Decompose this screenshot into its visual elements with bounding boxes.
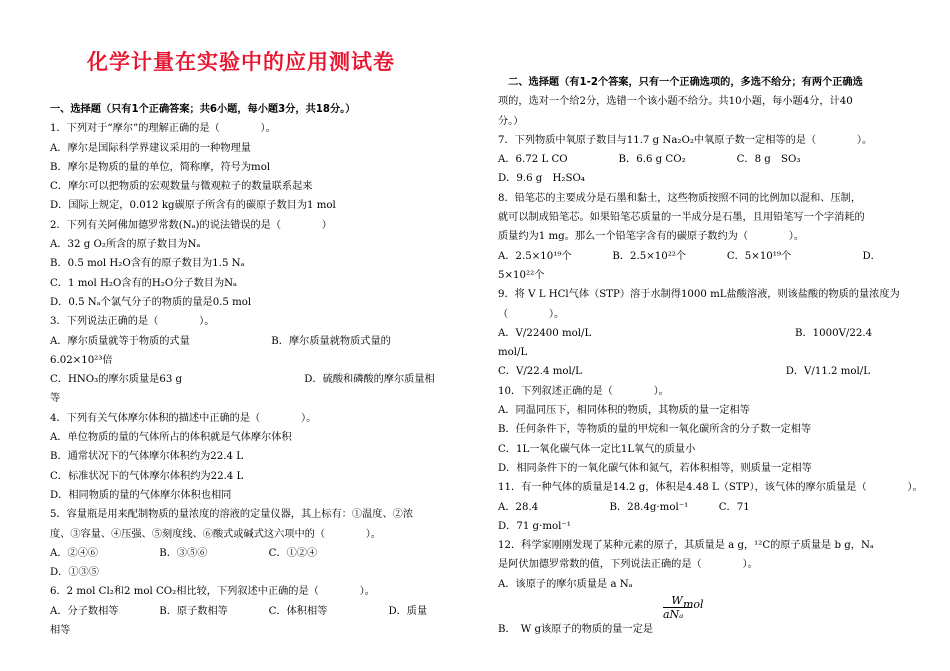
right-line: 分。）	[498, 115, 524, 127]
left-line: 3．下列说法正确的是（ ）。	[50, 316, 215, 328]
left-line: 6.02×10²³倍	[50, 354, 113, 366]
left-line: D．相同物质的量的气体摩尔体积也相同	[50, 489, 232, 501]
right-line: 就可以制成铅笔芯。如果铅笔芯质量的一半成分是石墨，且用铅笔写一个字消耗的	[498, 212, 865, 224]
right-line: C．1L一氧化碳气体一定比1L氧气的质量小	[498, 443, 696, 455]
left-line: B．通常状况下的气体摩尔体积约为22.4 L	[50, 451, 243, 463]
right-line: A．2.5×10¹⁹个 B．2.5×10²²个 C．5×10¹⁹个 D．	[498, 250, 881, 262]
q12-option-b-text: B． W g该原子的物质的量一定是	[498, 624, 654, 636]
right-line: A．6.72 L CO B．6.6 g CO₂ C．8 g SO₃	[498, 154, 801, 166]
right-line: D．71 g·mol⁻¹	[498, 520, 571, 532]
right-question-list	[498, 73, 923, 594]
left-line: 6．2 mol Cl₂和2 mol CO₂相比较，下列叙述中正确的是（ ）。	[50, 586, 375, 598]
right-line: D．9.6 g H₂SO₄	[498, 173, 585, 185]
right-line: 项的，选对一个给2分，选错一个该小题不给分。共10小题，每小题4分，计40	[498, 96, 853, 108]
left-line: A．摩尔是国际科学界建议采用的一种物理量	[50, 142, 251, 154]
fraction-denominator: aNₐ	[663, 608, 684, 622]
left-line: A．摩尔质量就等于物质的式量 B．摩尔质量就物质式量的	[50, 335, 391, 347]
page-title: 化学计量在实验中的应用测试卷	[87, 50, 395, 74]
right-line: 质量约为1 mg。那么一个铅笔字含有的碳原子数约为（ ）。	[498, 231, 805, 243]
left-line: 5．容量瓶是用来配制物质的量浓度的溶液的定量仪器，其上标有：①温度、②浓	[50, 509, 414, 521]
left-line: 4．下列有关气体摩尔体积的描述中正确的是（ ）。	[50, 412, 317, 424]
q12-option-b	[498, 596, 900, 640]
fraction-numerator: W	[671, 594, 683, 608]
left-line: D．国际上规定，0.012 kg碳原子所含有的碳原子数目为1 mol	[50, 200, 336, 212]
left-line: C．标准状况下的气体摩尔体积约为22.4 L	[50, 470, 244, 482]
left-line: 度、③容量、④压强、⑤刻度线、⑥酸式或碱式这六项中的（ ）。	[50, 528, 382, 540]
right-line: 11．有一种气体的质量是14.2 g，体积是4.48 L（STP），该气体的摩尔质量是（ ）。	[498, 482, 923, 494]
left-line: 2．下列有关阿佛加德罗常数(Nₐ)的说法错误的是（ ）	[50, 219, 332, 231]
left-line: D．0.5 Nₐ个氯气分子的物质的量是0.5 mol	[50, 296, 252, 308]
right-line: mol/L	[498, 347, 528, 359]
left-line: C．HNO₃的摩尔质量是63 g D．硫酸和磷酸的摩尔质量相	[50, 374, 435, 386]
right-line: A．同温同压下，相同体积的物质，其物质的量一定相等	[498, 405, 750, 417]
left-line: C．摩尔可以把物质的宏观数量与微观粒子的数量联系起来	[50, 181, 313, 193]
left-line: B．摩尔是物质的量的单位，简称摩，符号为mol	[50, 161, 271, 173]
left-line: 等	[50, 393, 61, 405]
left-line: 一、选择题（只有1个正确答案；共6小题，每小题3分，共18分。）	[50, 104, 356, 115]
left-line: D．①③⑤	[50, 567, 99, 579]
left-line: 1．下列对于“摩尔”的理解正确的是（ ）。	[50, 123, 276, 135]
left-question-list	[50, 100, 435, 640]
right-line: D．相同条件下的一氧化碳气体和氮气，若体积相等，则质量一定相等	[498, 462, 812, 474]
right-line: A．28.4 B．28.4g·mol⁻¹ C．71	[498, 501, 750, 513]
right-line: 8．铅笔芯的主要成分是石墨和黏土，这些物质按照不同的比例加以混和、压制，	[498, 192, 862, 204]
right-line: A．V/22400 mol/L B．1000V/22.4	[498, 327, 873, 339]
right-line: （ ）。	[498, 308, 565, 320]
left-line: 相等	[50, 625, 71, 637]
left-line: A．分子数相等 B．原子数相等 C．体积相等 D．质量	[50, 605, 428, 617]
left-line: C．1 mol H₂O含有的H₂O分子数目为Nₐ	[50, 277, 237, 289]
right-line: 7．下列物质中氧原子数目与11.7 g Na₂O₂中氧原子数一定相等的是（ ）。	[498, 134, 873, 146]
right-line: 5×10²²个	[498, 269, 545, 281]
left-line: A．②④⑥ B．③⑤⑥ C．①②④	[50, 547, 318, 559]
right-line: 二、选择题（有1-2个答案，只有一个正确选项的，多选不给分；有两个正确选	[498, 77, 863, 88]
fraction-unit: mol	[683, 598, 704, 612]
right-line: B．任何条件下，等物质的量的甲烷和一氧化碳所含的分子数一定相等	[498, 424, 812, 436]
right-line: 是阿伏加德罗常数的值，下列说法正确的是（ ）。	[498, 559, 758, 571]
right-line: A．该原子的摩尔质量是 a Nₐ	[498, 578, 633, 590]
left-line: A．单位物质的量的气体所占的体积就是气体摩尔体积	[50, 432, 292, 444]
right-line: 12．科学家刚刚发现了某种元素的原子，其质量是 a g，¹²C的原子质量是 b g，Nₐ	[498, 540, 874, 552]
right-line: C．V/22.4 mol/L D．V/11.2 mol/L	[498, 366, 871, 378]
left-line: A．32 g O₂所含的原子数目为Nₐ	[50, 239, 201, 251]
right-line: 9．将 V L HCl气体（STP）溶于水制得1000 mL盐酸溶液，则该盐酸的物质的量浓度为	[498, 289, 900, 301]
right-line: 10．下列叙述正确的是（ ）。	[498, 385, 669, 397]
left-line: B．0.5 mol H₂O含有的原子数目为1.5 Nₐ	[50, 258, 245, 270]
